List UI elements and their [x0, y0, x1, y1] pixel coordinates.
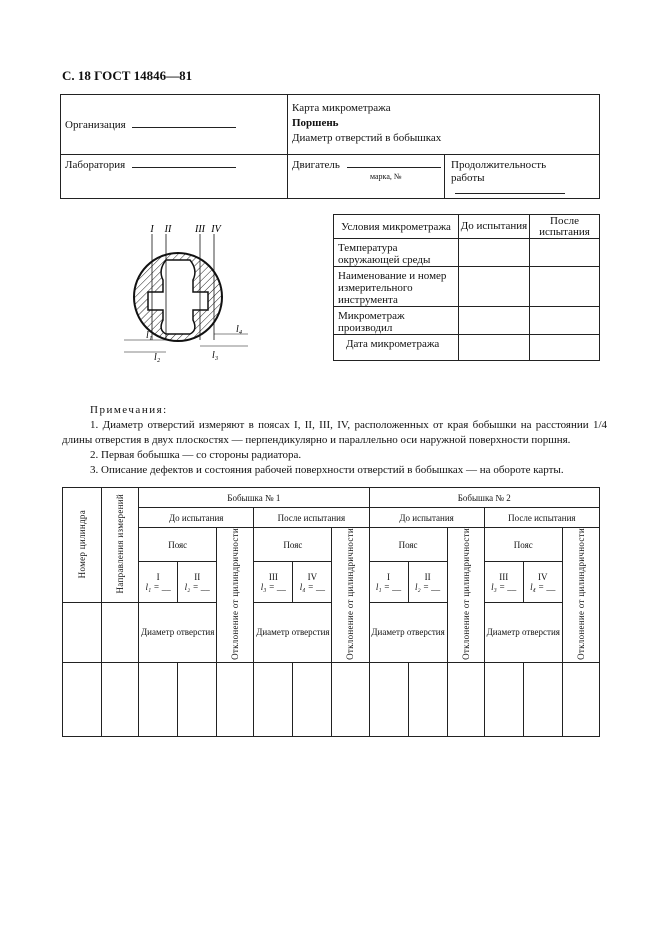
before-cell[interactable] — [459, 239, 530, 267]
belt-iv-cell: IV l₄ = __ — [293, 562, 332, 603]
label-l3: l₃ — [212, 350, 219, 361]
data-cell[interactable] — [254, 662, 293, 736]
belt-ii-cell: II l₂ = __ — [178, 562, 217, 603]
belt-i-cell: I l₁ = __ — [369, 562, 408, 603]
belt-ii-cell: II l₂ = __ — [408, 562, 447, 603]
before-cell[interactable] — [459, 267, 530, 307]
condition-row: Микрометраж производил — [334, 307, 459, 335]
conditions-table — [333, 214, 600, 361]
engine-field[interactable] — [347, 167, 441, 168]
diameter-header: Диаметр отверстия — [139, 602, 217, 662]
page-header: С. 18 ГОСТ 14846—81 — [62, 68, 193, 83]
before-header: До испытания — [459, 215, 530, 239]
condition-row: Наименование и номер измерительного инструмента — [334, 267, 459, 307]
data-cell[interactable] — [332, 662, 369, 736]
boss1-after-header: После испытания — [254, 508, 369, 528]
belt-iii-cell: III l₃ = __ — [484, 562, 523, 603]
label-l4: l₄ — [236, 324, 243, 335]
duration-label-2: работы — [451, 172, 485, 184]
belt-header: Пояс — [369, 528, 447, 562]
deviation-header: Отклонение от цилиндричности — [447, 528, 484, 663]
duration-label: Продолжительность — [451, 159, 547, 171]
after-cell[interactable] — [530, 267, 600, 307]
organization-label: Организация — [65, 118, 126, 131]
before-cell[interactable] — [459, 335, 530, 361]
direction-header: Направления измерений — [102, 488, 139, 603]
deviation-header: Отклонение от цилиндричности — [332, 528, 369, 663]
belt-header: Пояс — [139, 528, 217, 562]
label-belt-iii: III — [195, 224, 205, 235]
laboratory-label: Лаборатория — [65, 159, 126, 171]
note-item: 1. Диаметр отверстий измеряют в поясах I, II, III, IV, расположенных от края бобышки на расстоянии 1/4 длины отверстия в двух плоскостях — перпендикулярно и параллельно оси наружной поверхности поршня. — [62, 419, 607, 446]
note-item: 2. Первая бобышка — со стороны радиатора. — [90, 449, 302, 461]
note-item: 3. Описание дефектов и состояния рабочей поверхности отверстий в бобышках — на обороте карты. — [90, 464, 564, 476]
data-cell[interactable] — [102, 662, 139, 736]
header-table — [60, 94, 600, 199]
card-title: Карта микрометража — [292, 102, 391, 114]
data-cell[interactable] — [178, 662, 217, 736]
data-cell[interactable] — [63, 662, 102, 736]
diameter-header: Диаметр отверстия — [369, 602, 447, 662]
engine-sublabel: марка, № — [370, 172, 402, 181]
data-cell[interactable] — [523, 662, 562, 736]
boss1-before-header: До испытания — [139, 508, 254, 528]
notes-title: Примечания: — [90, 404, 168, 416]
engine-label: Двигатель — [292, 159, 340, 171]
card-subject: Диаметр отверстий в бобышках — [292, 132, 442, 144]
notes — [62, 403, 607, 478]
part-name: Поршень — [292, 117, 339, 129]
belt-iii-cell: III l₃ = __ — [254, 562, 293, 603]
belt-header: Пояс — [254, 528, 332, 562]
data-cell[interactable] — [293, 662, 332, 736]
boss2-before-header: До испытания — [369, 508, 484, 528]
label-l1: l₁ — [146, 330, 153, 341]
measurement-table — [62, 487, 600, 737]
duration-field[interactable] — [455, 193, 565, 194]
piston-boss-figure — [118, 222, 258, 362]
data-cell[interactable] — [139, 662, 178, 736]
organization-cell — [61, 95, 288, 155]
after-cell[interactable] — [530, 335, 600, 361]
diameter-header: Диаметр отверстия — [484, 602, 562, 662]
cylinder-number-header: Номер цилиндра — [63, 488, 102, 603]
data-cell[interactable] — [447, 662, 484, 736]
after-header: После испытания — [530, 215, 600, 239]
deviation-header: Отклонение от цилиндричности — [562, 528, 599, 663]
boss2-after-header: После испытания — [484, 508, 599, 528]
laboratory-field[interactable] — [132, 167, 236, 168]
boss1-header: Бобышка № 1 — [139, 488, 369, 508]
before-cell[interactable] — [459, 307, 530, 335]
data-cell[interactable] — [562, 662, 599, 736]
conditions-header: Условия микрометража — [334, 215, 459, 239]
deviation-header: Отклонение от цилиндричности — [217, 528, 254, 663]
organization-field[interactable] — [132, 127, 236, 128]
diameter-header: Диаметр отверстия — [254, 602, 332, 662]
after-cell[interactable] — [530, 307, 600, 335]
condition-row: Температура окружающей среды — [334, 239, 459, 267]
condition-row: Дата микрометража — [334, 335, 459, 361]
duration-cell — [445, 155, 600, 199]
laboratory-cell — [61, 155, 288, 199]
belt-header: Пояс — [484, 528, 562, 562]
data-cell[interactable] — [408, 662, 447, 736]
boss2-header: Бобышка № 2 — [369, 488, 600, 508]
label-belt-ii: II — [164, 224, 172, 235]
data-cell[interactable] — [217, 662, 254, 736]
label-belt-i: I — [150, 224, 154, 235]
belt-iv-cell: IV l₄ = __ — [523, 562, 562, 603]
engine-cell — [288, 155, 445, 199]
card-title-cell — [288, 95, 600, 155]
after-cell[interactable] — [530, 239, 600, 267]
belt-i-cell: I l₁ = __ — [139, 562, 178, 603]
data-cell[interactable] — [484, 662, 523, 736]
data-cell[interactable] — [369, 662, 408, 736]
label-belt-iv: IV — [211, 224, 221, 235]
label-l2: l₂ — [154, 352, 161, 362]
